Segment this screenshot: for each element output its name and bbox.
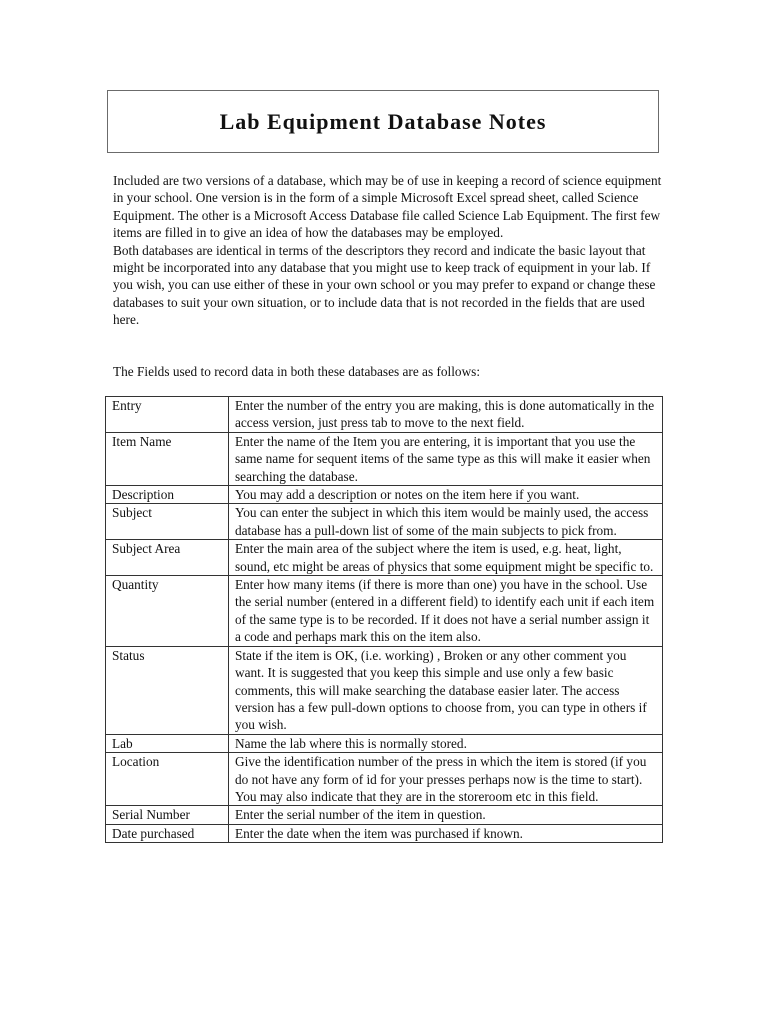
- field-description: Enter the date when the item was purchased if known.: [229, 824, 663, 842]
- field-name: Location: [106, 753, 229, 806]
- table-row: [106, 806, 663, 824]
- intro-paragraph-1: Included are two versions of a database, which may be of use in keeping a record of science equipment in your school. One version is in the form of a simple Microsoft Excel spread sheet, called Science Equipment. The other is a Microsoft Access Database file called Science Lab Equipment. The first few items are filled in to give an idea of how the databases may be employed.: [113, 173, 662, 241]
- table-row: [106, 646, 663, 734]
- field-name: Item Name: [106, 432, 229, 485]
- field-description: Enter the main area of the subject where the item is used, e.g. heat, light, sound, etc might be areas of physics that some equipment might be specific to.: [229, 540, 663, 576]
- intro-text: [113, 172, 665, 329]
- field-description: Enter the name of the Item you are entering, it is important that you use the same name for sequent items of the same type as this will make it easier when searching the database.: [229, 432, 663, 485]
- table-row: [106, 540, 663, 576]
- field-description: You can enter the subject in which this item would be mainly used, the access database has a pull-down list of some of the main subjects to pick from.: [229, 504, 663, 540]
- table-row: [106, 486, 663, 504]
- field-description: Enter how many items (if there is more than one) you have in the school. Use the serial number (entered in a different field) to identify each unit if each item of the same type is to be recorded. If it does not have a serial number assign it a code and perhaps mark this on the item also.: [229, 576, 663, 647]
- field-description: State if the item is OK, (i.e. working) , Broken or any other comment you want. It is suggested that you keep this simple and use only a few basic comments, this will make searching the database easier later. The access version has a few pull-down options to choose from, you can type in others if you wish.: [229, 646, 663, 734]
- field-description: You may add a description or notes on the item here if you want.: [229, 486, 663, 504]
- field-name: Status: [106, 646, 229, 734]
- title-box: [107, 90, 659, 153]
- table-row: [106, 432, 663, 485]
- field-name: Entry: [106, 397, 229, 433]
- table-row: [106, 753, 663, 806]
- field-description: Give the identification number of the press in which the item is stored (if you do not have any form of id for your presses perhaps now is the time to start). You may also indicate that they are in the storeroom etc in this field.: [229, 753, 663, 806]
- field-description: Enter the number of the entry you are making, this is done automatically in the access version, just press tab to move to the next field.: [229, 397, 663, 433]
- field-name: Quantity: [106, 576, 229, 647]
- table-row: [106, 576, 663, 647]
- table-row: [106, 824, 663, 842]
- intro-paragraph-2: Both databases are identical in terms of the descriptors they record and indicate the basic layout that might be incorporated into any database that you might use to keep track of equipment in your lab. If you wish, you can use either of these in your own school or you may prefer to expand or change these databases to suit your own situation, or to include data that is not recorded in the fields that are used here.: [113, 242, 656, 328]
- field-name: Subject Area: [106, 540, 229, 576]
- table-row: [106, 504, 663, 540]
- fields-intro: The Fields used to record data in both these databases are as follows:: [113, 364, 481, 379]
- field-name: Lab: [106, 734, 229, 752]
- table-row: [106, 397, 663, 433]
- field-name: Description: [106, 486, 229, 504]
- field-description: Enter the serial number of the item in question.: [229, 806, 663, 824]
- fields-table: [105, 396, 663, 843]
- document-title: Lab Equipment Database Notes: [219, 108, 547, 134]
- field-name: Date purchased: [106, 824, 229, 842]
- field-name: Subject: [106, 504, 229, 540]
- table-row: [106, 734, 663, 752]
- field-description: Name the lab where this is normally stored.: [229, 734, 663, 752]
- field-name: Serial Number: [106, 806, 229, 824]
